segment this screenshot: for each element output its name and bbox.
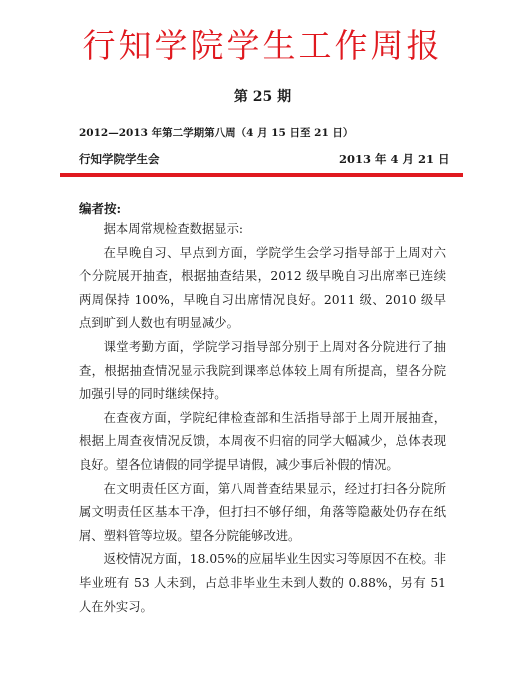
paragraph-attendance: 课堂考勤方面，学院学习指导部分别于上周对各分院进行了抽查，根据抽查情况显示我院到课率总体较上周有所提高，望各分院加强引导的同时继续保持。 bbox=[79, 339, 446, 402]
article-body bbox=[79, 218, 446, 619]
publish-date: 2013 年 4 月 21 日 bbox=[339, 152, 450, 166]
masthead-title: 行知学院学生工作周报 bbox=[82, 26, 443, 65]
editor-note-label: 编者按: bbox=[79, 201, 122, 216]
issue-number: 第 25 期 bbox=[233, 89, 292, 105]
paragraph-intro: 据本周常规检查数据显示: bbox=[103, 222, 244, 236]
week-range: 2012—2013 年第二学期第八周（4 月 15 日至 21 日） bbox=[79, 127, 354, 139]
paragraph-self-study: 在早晚自习、早点到方面，学院学生会学习指导部于上周对六个分院展开抽查，根据抽查结果，2012 级早晚自习出席率已连续两周保持 100%，早晚自习出席情况良好。2011 级、2010 级早点到旷到人数也有明显减少。 bbox=[79, 245, 446, 331]
paragraph-civility-zone: 在文明责任区方面，第八周普查结果显示，经过打扫各分院所属文明责任区基本干净，但打扫不够仔细，角落等隐蔽处仍存在纸屑、塑料管等垃圾。望各分院能够改进。 bbox=[79, 481, 446, 543]
organization-name: 行知学院学生会 bbox=[79, 152, 160, 166]
header-divider bbox=[60, 173, 463, 177]
paragraph-return-status: 返校情况方面，18.05%的应届毕业生因实习等原因不在校。非毕业班有 53 人未到，占总非毕业生未到人数的 0.88%，另有 51 人在外实习。 bbox=[79, 552, 446, 614]
paragraph-night-check: 在查夜方面，学院纪律检查部和生活指导部于上周开展抽查，根据上周查夜情况反馈，本周夜不归宿的同学大幅减少，总体表现良好。望各位请假的同学提早请假，减少事后补假的情况。 bbox=[79, 410, 446, 472]
